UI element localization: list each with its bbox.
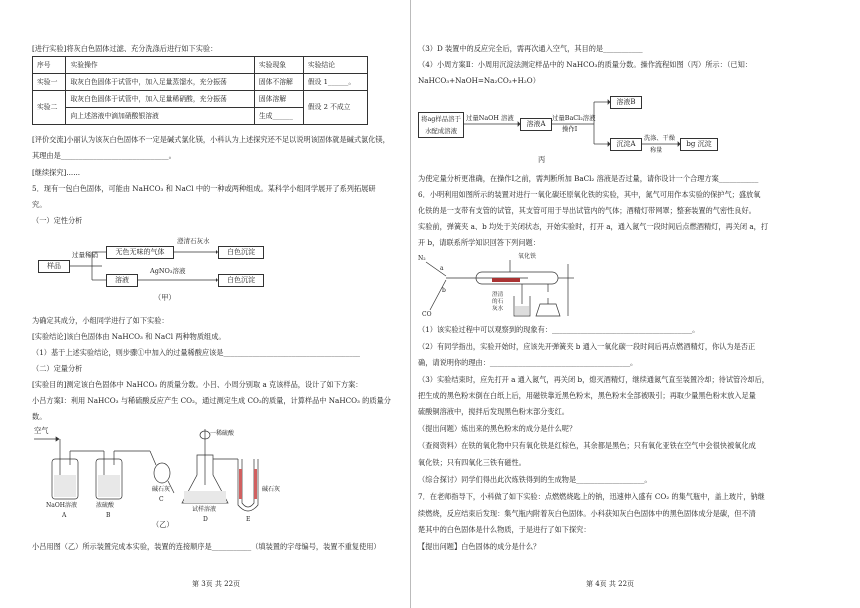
figure-yi xyxy=(32,425,292,530)
table-cell: 固体不溶解 xyxy=(254,74,303,91)
question-text: （2）有同学指出，实验开始时，应该先开弹簧夹 b 通入一氧化碳一段时间后再点燃酒精灯，你认为是否正 xyxy=(418,342,756,351)
clamp-label: b xyxy=(442,287,446,294)
question-text: （1）基于上述实验结论，则步骤①中加入的过量稀酸应该是______________________________________ xyxy=(32,348,361,357)
funnel-label: 一稀硫酸 xyxy=(210,430,235,437)
intro-text: [进行实验]将灰白色固体过滤、充分洗涤后进行如下实验： xyxy=(32,44,218,53)
table-cell: 假设 1______。 xyxy=(303,74,367,91)
question-text: 把生成的黑色粉末倒在白纸上后，用磁铁靠近黑色粉末，黑色粉末全部被吸引；再取少量黑色粉末放入足量 xyxy=(418,391,756,400)
question-text: 硫酸铜溶液中，搅拌后发现黑色粉末部分变红。 xyxy=(418,407,569,416)
inquiry-text: （提出问题）炼出来的黑色粉末的成分是什么呢？ xyxy=(418,424,577,433)
limewater-label xyxy=(492,292,503,313)
body-text: 小吕方案Ⅰ：利用 NaHCO₃ 与稀硫酸反应产生 CO₂，通过测定生成 CO₂的质量，计算样品中 NaHCO₃ 的质量分 xyxy=(32,396,391,405)
apparatus-label: 浓硫酸 xyxy=(96,502,115,509)
precipitate-box: 白色沉淀 xyxy=(218,274,264,287)
body-text: [实验结论]该白色固体由 NaHCO₃ 和 NaCl 两种物质组成。 xyxy=(32,332,226,341)
gas-box: 无色无味的气体 xyxy=(106,246,174,259)
figure-caption: （乙） xyxy=(152,520,174,529)
table-cell: 实验一 xyxy=(33,74,66,91)
sample-box: 样品 xyxy=(38,260,70,273)
table-header: 实验结论 xyxy=(303,57,367,74)
apparatus-letter: E xyxy=(246,516,251,523)
figure-co-apparatus xyxy=(418,252,618,320)
inquiry-text: 氧化铁；只有四氧化三铁有磁性。 xyxy=(418,458,526,467)
question-text: （3）实验结束时，应先打开 a 通入氮气，再关闭 b，熄灭酒精灯，继续通氮气直至装置冷却；待试管冷却后， xyxy=(418,375,769,384)
experiment-table xyxy=(32,56,368,125)
question-5-text: 究。 xyxy=(32,200,47,209)
operation-label: 洗涤、干燥 xyxy=(644,135,675,142)
section-heading: （二）定量分析 xyxy=(32,364,83,373)
question-7-text: 【提出问题】白色固体的成分是什么？ xyxy=(418,542,541,551)
apparatus-drawing xyxy=(32,425,292,530)
precipitate-box: 白色沉淀 xyxy=(218,246,264,259)
limewater-label-line: 的石 xyxy=(492,299,504,305)
reagent-label: 氧化铁 xyxy=(518,253,537,260)
apparatus-label: 试样溶液 xyxy=(192,506,217,513)
section-heading: （一）定性分析 xyxy=(32,216,83,225)
body-text: 为确定其成分，小组同学进行了如下实验： xyxy=(32,316,169,325)
table-header: 实验现象 xyxy=(254,57,303,74)
apparatus-letter: D xyxy=(203,516,208,523)
left-page xyxy=(32,0,404,608)
inquiry-text: （综合探讨）同学们得出此次炼铁得到的生成物是___________________。 xyxy=(418,475,652,484)
page-divider xyxy=(410,0,411,608)
gas-label: CO xyxy=(422,311,432,318)
question-text: 确，请说明你的理由：_______________________________________。 xyxy=(418,358,638,367)
question-5-text: 5．现有一包白色固体，可能由 NaHCO₃ 和 NaCl 中的一种或两种组成。某科学小组同学展开了系列拓展研 xyxy=(32,184,376,193)
solution-b-box: 溶液B xyxy=(610,96,642,109)
precipitate-a-box: 沉淀A xyxy=(610,138,642,151)
apparatus-letter: C xyxy=(159,496,164,503)
reagent-label: AgNO₃溶液 xyxy=(150,267,186,275)
table-cell: 生成______ xyxy=(254,108,303,125)
evaluation-text: [评价交流]小丽认为该灰白色固体不一定是碱式氯化镁，小科认为上述探究还不足以说明该固体就是碱式氯化镁， xyxy=(32,135,390,144)
apparatus-letter: A xyxy=(62,512,67,519)
table-header-row xyxy=(33,57,368,74)
figure-caption: （甲） xyxy=(154,293,176,302)
apparatus-label: NaOH溶液 xyxy=(46,502,77,509)
clamp-label: a xyxy=(440,265,444,272)
apparatus-label: 碱石灰 xyxy=(152,486,171,493)
gas-label: N₂ xyxy=(418,255,426,262)
question-6-text: 开 b，请联系所学知识回答下列问题： xyxy=(418,238,540,247)
limewater-label-line: 澄清 xyxy=(492,292,504,298)
table-cell: 向上述溶液中滴加硝酸银溶液 xyxy=(66,108,254,125)
page-footer: 第 4页 共 22页 xyxy=(586,580,635,588)
inquiry-text: （查阅资料）在铁的氧化物中只有氧化铁是红棕色，其余都是黑色；只有氧化亚铁在空气中会很快被氧化成 xyxy=(418,441,756,450)
question-text: （3）D 装置中的反应完全后，需再次通入空气，其目的是___________ xyxy=(418,44,643,53)
question-7-text: 续燃烧，反应结束后发现：集气瓶内附着灰白色固体。小科获知灰白色固体中的黑色固体成分是碳，但不清 xyxy=(418,509,756,518)
apparatus-drawing xyxy=(418,252,618,320)
question-6-text: 实验前，弹簧夹 a、b 均处于关闭状态，开始实验时，打开 a，通入氮气一段时间后点燃酒精灯，再关闭 a，打 xyxy=(418,222,769,231)
start-box: 将ag样品溶于水配成溶液 xyxy=(418,112,464,138)
table-row xyxy=(33,74,368,91)
question-6-text: 化铁的是一支带有支管的试管，其支管可用于导出试管内的气体；酒精灯带网罩；整套装置的气密性良好。 xyxy=(418,206,756,215)
evaluation-text: 其理由是______________________________。 xyxy=(32,151,176,160)
apparatus-label: 碱石灰 xyxy=(262,486,281,493)
operation-label: 称量 xyxy=(650,147,663,154)
further-inquiry: [继续探究]...... xyxy=(32,168,81,177)
operation-label: 操作Ⅰ xyxy=(562,125,578,133)
figure-jia xyxy=(32,232,312,308)
question-7-text: 楚其中的白色固体是什么物质，于是进行了如下探究： xyxy=(418,525,591,534)
body-text: [实验目的]测定该白色固体中 NaHCO₃ 的质量分数。小吕、小周分别取 a 克该样品，设计了如下方案： xyxy=(32,380,363,389)
apparatus-letter: B xyxy=(106,512,111,519)
solution-a-box: 溶液A xyxy=(520,118,552,131)
table-cell: 假设 2 不成立 xyxy=(303,91,367,125)
air-label: 空气 xyxy=(34,426,49,435)
reagent-label: 过量NaOH 溶液 xyxy=(466,114,514,122)
reagent-label: 澄清石灰水 xyxy=(177,237,210,245)
body-text: 数。 xyxy=(32,412,47,421)
step-label: 过量稀硝 xyxy=(72,251,98,259)
solution-box: 溶液 xyxy=(106,274,138,287)
page-footer: 第 3页 共 22页 xyxy=(192,580,241,588)
reagent-label: 过量BaCl₂溶液 xyxy=(552,114,596,122)
question-text: （1）该实验过程中可以观察到的现象有：_______________________________________。 xyxy=(418,325,700,334)
table-cell: 固体溶解 xyxy=(254,91,303,108)
question-text: 为使定量分析更准确，在操作Ⅰ之前，需判断所加 BaCl₂ 溶液是否过量，请你设计一个合理方案___________ xyxy=(418,174,759,183)
table-cell: 实验二 xyxy=(33,91,66,125)
table-cell: 取灰白色固体于试管中，加入足量稀硝酸，充分振荡 xyxy=(66,91,254,108)
figure-caption: 丙 xyxy=(538,155,546,164)
table-cell: 取灰白色固体于试管中，加入足量蒸馏水，充分振荡 xyxy=(66,74,254,91)
table-header: 序号 xyxy=(33,57,66,74)
figure-bing xyxy=(418,92,758,164)
question-text: （4）小周方案Ⅱ：小周用沉淀法测定样品中的 NaHCO₃的质量分数。操作流程如图（丙）所示：（已知： xyxy=(418,60,752,69)
bg-precipitate-box: bg 沉淀 xyxy=(680,138,718,151)
equation-text: NaHCO₃+NaOH=Na₂CO₃+H₂O） xyxy=(418,76,540,85)
flow-arrows xyxy=(418,92,758,164)
table-header: 实验操作 xyxy=(66,57,254,74)
limewater-label-line: 灰水 xyxy=(492,306,504,312)
right-page xyxy=(418,0,830,608)
table-row xyxy=(33,91,368,108)
question-7-text: 7．在老师指导下，小科做了如下实验：点燃燃烧匙上的钠，迅速伸入盛有 CO₂ 的集气瓶中，盖上玻片，钠继 xyxy=(418,492,765,501)
question-text: 小吕用图（乙）所示装置完成本实验，装置的连接顺序是___________（填装置的字母编号，装置不重复使用） xyxy=(32,542,381,551)
question-6-text: 6．小明利用如图所示的装置对进行一氧化碳还原氧化铁的实验，其中，氮气可用作本实验的保护气；盛放氧 xyxy=(418,190,761,199)
